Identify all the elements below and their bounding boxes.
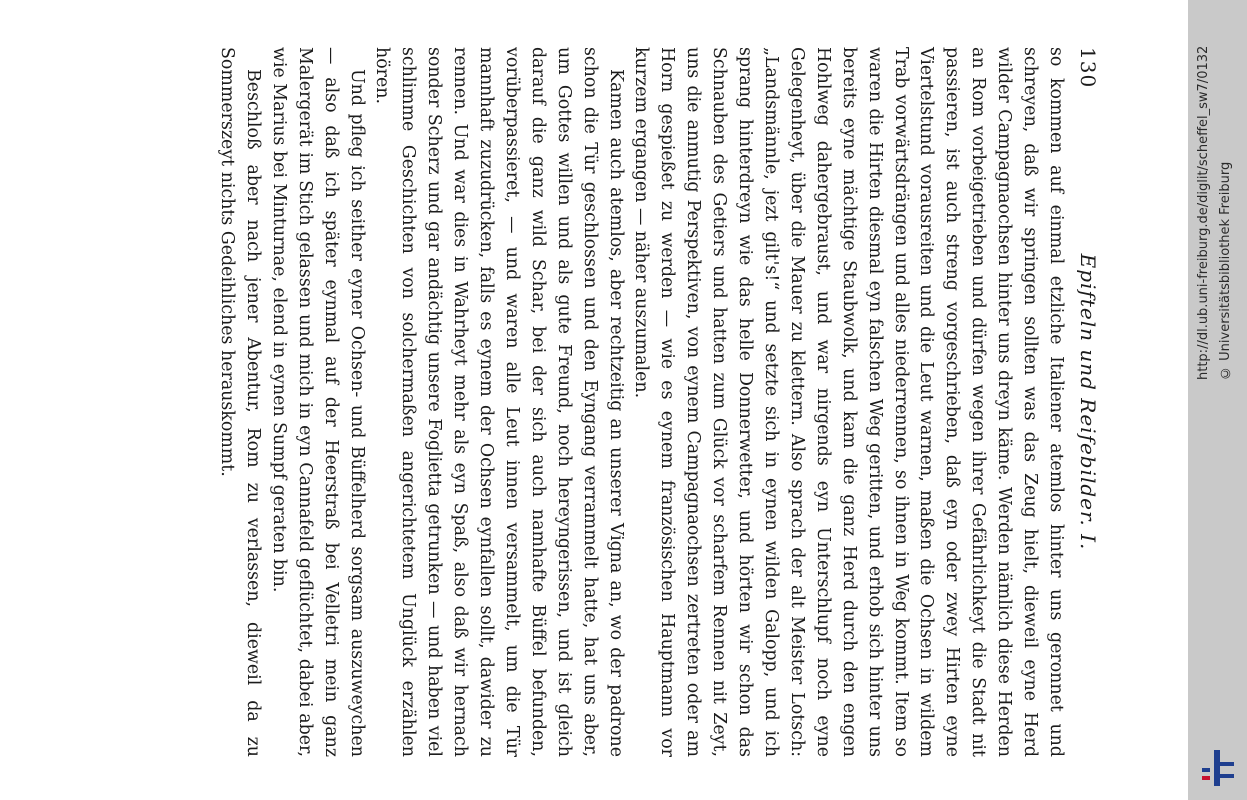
page-body xyxy=(213,47,1068,757)
copyright-credit: © Universitätsbibliothek Freiburg xyxy=(1218,161,1233,380)
page-header xyxy=(1068,47,1108,757)
running-head: Epifteln und Reifebilder. I. xyxy=(1076,253,1100,551)
ub-freiburg-logo-icon xyxy=(1200,748,1236,788)
source-url[interactable]: http://dl.ub.uni-freiburg.de/diglit/scheffel_sw7/0132 xyxy=(1196,45,1211,380)
book-page xyxy=(0,47,1108,757)
paragraph: Kamen auch atemlos, aber rechtzeitig an unserer Vigna an, wo der padrone schon die Tür geschlossen und den Eyngang verrammelt hatte, hat uns aber, um Gottes willen und als gute Freund, noch hereyngerissen, und ist gleich darauf die ganz wild Schar, bei der sich auch namhafte Büffel befunden, vorüberpassieret, — und waren alle Leut innen versammelt, um die Tür mannhaft zuzudrücken, falls es eynem der Ochsen eynfallen sollt, dawider zu rennen. Und war dies in Wahrheyt mehr als eyn Spaß, also daß wir hernach sonder Scherz und gar andächtig unsere Foglietta getrunken — und haben viel schlimme Geschichten von solchermaßen angerichtetem Unglück erzählen hören. xyxy=(372,47,626,757)
paragraph: Beschloß aber nach jener Abentur, Rom zu verlassen, dieweil da zu Sommerszeyt nichts Gedeihliches herauskommt. xyxy=(217,47,263,757)
source-sidebar xyxy=(1188,0,1247,800)
paragraph: so kommen auf einmal etzliche Italiener atemlos hinter uns geronnet und schreyen, daß wir springen sollten was das Zeug hielt, dieweil eyne Herd wilder Campagnaochsen hinter uns dreyn käme. Werden nämlich diese Herden an Rom vorbeigetrieben und dürfen wegen ihrer Gefährlichkeyt die Stadt nit passieren, ist auch streng vorgeschrieben, daß eyn oder zwey Hirten eyne Viertelstund vorausreiten und die Leut warnen, maßen die Ochsen in wildem Trab vorwärtsdrängen und alles niederrennen, so ihnen in Weg kommt. Item so waren die Hirten diesmal eyn falschen Weg geritten, und erhob sich hinter uns bereits eyne mächtige Staubwolk, und kam die ganz Herd durch den engen Hohlweg dahergebraust, und war nirgends eyn Unterschlupf noch eyne Gelegenheyt, über die Mauer zu klettern. Also sprach der alt Meister Lotsch: „Landsmännle, jezt gilt's!“ und setzte sich in eynen wilden Galopp, und ich sprang hinterdreyn wie das helle Donnerwetter, und hörten wir schon das Schnauben des Getiers und hatten zum Glück vor scharfem Rennen nit Zeyt, uns die anmutig Perspektiven, von eynem Campagnaochsen zertreten oder am Horn gespießet zu werden — wie es eynem französischen Hauptmann vor kurzem ergangen — näher auszumalen. xyxy=(631,47,1066,757)
paragraph: Und pfleg ich seither eyner Ochsen- und Büffelherd sorgsam auszuweychen — also daß ich später eynmal auf der Heerstraß bei Velletri mein ganz Malergerät im Stich gelassen und mich in eyn Cannafeld geflüchtet, dabei aber, wie Marius bei Minturnae, elend in eynen Sumpf geraten bin. xyxy=(268,47,367,757)
page-number: 130 xyxy=(1076,47,1100,89)
